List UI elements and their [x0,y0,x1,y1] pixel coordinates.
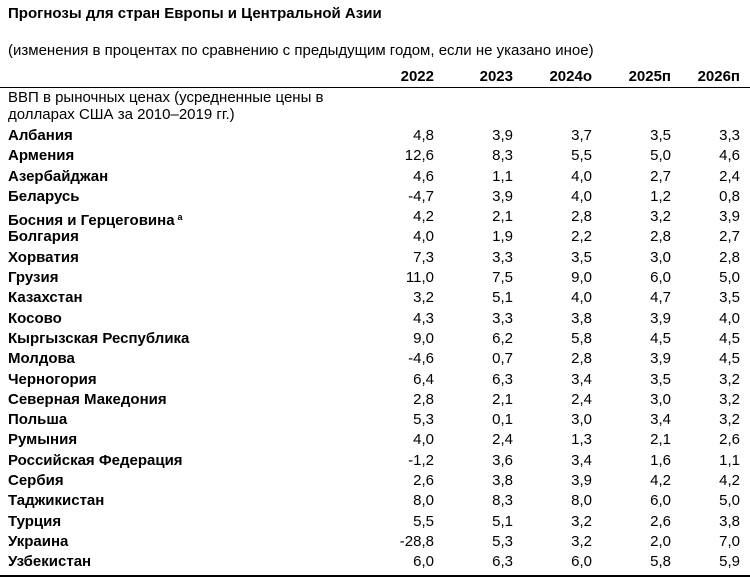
value-cell: 1,9 [492,228,513,246]
value-cell: 2,7 [719,228,740,246]
table-row [0,268,750,288]
value-cell: 6,3 [492,370,513,388]
country-name-text: Азербайджан [8,167,109,185]
column-header-2024: 2024о [549,68,592,85]
country-name [8,289,83,307]
country-name-text: Босния и Герцеговина [8,212,175,230]
country-name [8,553,91,571]
value-cell: 2,2 [571,228,592,246]
column-header-2022: 2022 [400,68,434,85]
value-cell: 9,0 [571,269,592,287]
column-header-2023: 2023 [479,68,513,85]
value-cell: 3,2 [413,289,434,307]
value-cell: 3,2 [650,208,671,226]
country-name [8,492,104,510]
value-cell: 5,3 [492,532,513,550]
country-name [8,371,97,389]
value-cell: 4,2 [413,208,434,226]
value-cell: 3,0 [571,411,592,429]
value-cell: 2,8 [571,208,592,226]
value-cell: 5,5 [413,512,434,530]
section-label: ВВП в рыночных ценах (усредненные цены в долларах США за 2010–2019 гг.) [8,89,324,123]
value-cell: 5,0 [650,147,671,165]
country-name-text: Албания [8,127,73,144]
value-cell: 0,1 [492,411,513,429]
value-cell: 1,2 [650,187,671,205]
value-cell: 4,5 [719,329,740,347]
value-cell: 11,0 [405,269,434,287]
table-row [0,146,750,166]
value-cell: 5,8 [571,329,592,347]
country-name [8,168,108,186]
header-divider [0,87,750,88]
country-name-text: Косово [8,309,62,327]
value-cell: 7,0 [719,532,740,550]
country-name [8,228,79,246]
value-cell: 4,7 [650,289,671,307]
table-row [0,207,750,230]
value-cell: 5,9 [719,553,740,571]
value-cell: 6,0 [650,269,671,287]
value-cell: 3,3 [719,127,740,144]
value-cell: 12,6 [404,147,434,165]
table-subtitle: (изменения в процентах по сравнению с предыдущим годом, если не указано иное) [8,42,594,59]
value-cell: 3,2 [571,512,592,530]
column-header-row [0,66,750,87]
value-cell: 0,7 [492,350,513,368]
value-cell: 5,1 [492,289,513,307]
value-cell: 4,3 [413,309,434,327]
value-cell: 3,2 [719,370,740,388]
value-cell: 4,0 [571,187,592,205]
value-cell: 3,8 [719,512,740,530]
value-cell: 5,5 [571,147,592,165]
table-row [0,430,750,450]
value-cell: 1,3 [571,431,592,449]
value-cell: 4,0 [571,289,592,307]
value-cell: 4,5 [719,350,740,368]
country-name-text: Украина [8,532,69,550]
table-row [0,349,750,369]
value-cell: 4,2 [650,472,671,490]
country-name [8,533,68,551]
value-cell: 3,2 [571,532,592,550]
country-name [8,269,58,287]
value-cell: 2,6 [413,472,434,490]
value-cell: 2,6 [719,431,740,449]
value-cell: 3,5 [719,289,740,307]
table-row [0,227,750,247]
value-cell: 2,4 [571,390,592,408]
value-cell: 4,6 [413,167,434,185]
country-name-text: Черногория [8,370,97,388]
value-cell: 1,1 [492,167,513,185]
value-cell: 8,3 [492,492,513,510]
table-row [0,167,750,187]
value-cell: 2,1 [492,390,513,408]
value-cell: 3,9 [650,350,671,368]
value-cell: 5,0 [719,492,740,510]
value-cell: 3,3 [492,309,513,327]
country-name [8,330,189,348]
value-cell: 3,5 [571,248,592,266]
table-row [0,288,750,308]
table-row [0,248,750,268]
value-cell: 2,0 [650,532,671,550]
value-cell: 8,3 [492,147,513,165]
column-header-2025: 2025п [628,68,671,85]
value-cell: 2,1 [492,208,513,226]
value-cell: -1,2 [408,451,434,469]
value-cell: 0,8 [719,187,740,205]
country-name [8,431,77,449]
country-name-text: Болгария [8,228,79,246]
value-cell: 6,0 [571,553,592,571]
value-cell: 3,9 [719,208,740,226]
table-row [0,329,750,349]
country-name-text: Беларусь [8,187,80,205]
value-cell: 6,0 [650,492,671,510]
value-cell: 3,0 [650,390,671,408]
value-cell: 3,4 [571,370,592,388]
value-cell: 3,9 [650,309,671,327]
value-cell: 3,8 [492,472,513,490]
value-cell: 4,2 [719,472,740,490]
table-row [0,532,750,552]
country-name [8,310,62,328]
value-cell: 8,0 [571,492,592,510]
country-name [8,188,80,206]
value-cell: 5,1 [492,512,513,530]
value-cell: 6,0 [413,553,434,571]
value-cell: 4,0 [719,309,740,327]
table-bottom-rule [0,575,750,577]
country-name-text: Кыргызская Республика [8,329,190,347]
country-name [8,350,75,368]
value-cell: 2,7 [650,167,671,185]
country-name-text: Российская Федерация [8,451,183,469]
country-name-text: Армения [8,147,75,165]
value-cell: 3,9 [492,187,513,205]
value-cell: 3,2 [719,390,740,408]
value-cell: 7,3 [413,248,434,266]
table-row [0,512,750,532]
country-name-text: Польша [8,411,68,429]
value-cell: 2,8 [413,390,434,408]
value-cell: 3,7 [571,127,592,144]
table-title: Прогнозы для стран Европы и Центральной Азии [8,5,382,22]
value-cell: 4,0 [413,228,434,246]
value-cell: 6,3 [492,553,513,571]
country-name [8,513,61,531]
table-row [0,471,750,491]
table-row [0,370,750,390]
table-row [0,126,750,146]
value-cell: 2,4 [719,167,740,185]
value-cell: 5,0 [719,269,740,287]
value-cell: 1,1 [719,451,740,469]
value-cell: -4,6 [408,350,434,368]
value-cell: 1,6 [650,451,671,469]
value-cell: 2,1 [650,431,671,449]
value-cell: 5,8 [650,553,671,571]
footnote-marker: a [177,212,183,223]
value-cell: 3,9 [571,472,592,490]
value-cell: 2,6 [650,512,671,530]
value-cell: 4,8 [413,127,434,144]
value-cell: 3,5 [650,127,671,144]
value-cell: 5,3 [413,411,434,429]
value-cell: 2,4 [492,431,513,449]
country-name-text: Грузия [8,269,59,287]
country-name-text: Узбекистан [8,553,92,571]
value-cell: 9,0 [413,329,434,347]
table-row [0,410,750,430]
country-name-text: Хорватия [8,248,79,266]
value-cell: 4,5 [650,329,671,347]
value-cell: 8,0 [413,492,434,510]
country-name-text: Турция [8,512,62,530]
country-name-text: Молдова [8,350,75,368]
value-cell: 4,0 [571,167,592,185]
country-name-text: Румыния [8,431,78,449]
value-cell: 2,8 [650,228,671,246]
table-row [0,491,750,511]
value-cell: 3,6 [492,451,513,469]
country-name-text: Сербия [8,472,64,490]
country-name-text: Казахстан [8,289,83,307]
table-row [0,390,750,410]
country-name [8,147,74,165]
value-cell: 3,9 [492,127,513,144]
table-row [0,451,750,471]
value-cell: -28,8 [399,532,434,550]
table-body [0,126,750,573]
value-cell: -4,7 [408,187,434,205]
value-cell: 4,0 [413,431,434,449]
country-name [8,411,67,429]
value-cell: 4,6 [719,147,740,165]
value-cell: 7,5 [492,269,513,287]
country-name-text: Таджикистан [8,492,105,510]
country-name [8,127,73,145]
value-cell: 3,3 [492,248,513,266]
country-name [8,452,183,470]
column-header-2026: 2026п [697,68,740,85]
value-cell: 6,2 [492,329,513,347]
value-cell: 3,5 [650,370,671,388]
value-cell: 6,4 [413,370,434,388]
value-cell: 3,4 [571,451,592,469]
country-name [8,472,64,490]
country-name [8,249,79,267]
value-cell: 3,0 [650,248,671,266]
value-cell: 3,8 [571,309,592,327]
value-cell: 3,4 [650,411,671,429]
table-row [0,187,750,207]
table-row [0,552,750,572]
country-name-text: Северная Македония [8,390,167,408]
value-cell: 2,8 [719,248,740,266]
table-row [0,309,750,329]
country-name [8,391,167,409]
value-cell: 3,2 [719,411,740,429]
value-cell: 2,8 [571,350,592,368]
